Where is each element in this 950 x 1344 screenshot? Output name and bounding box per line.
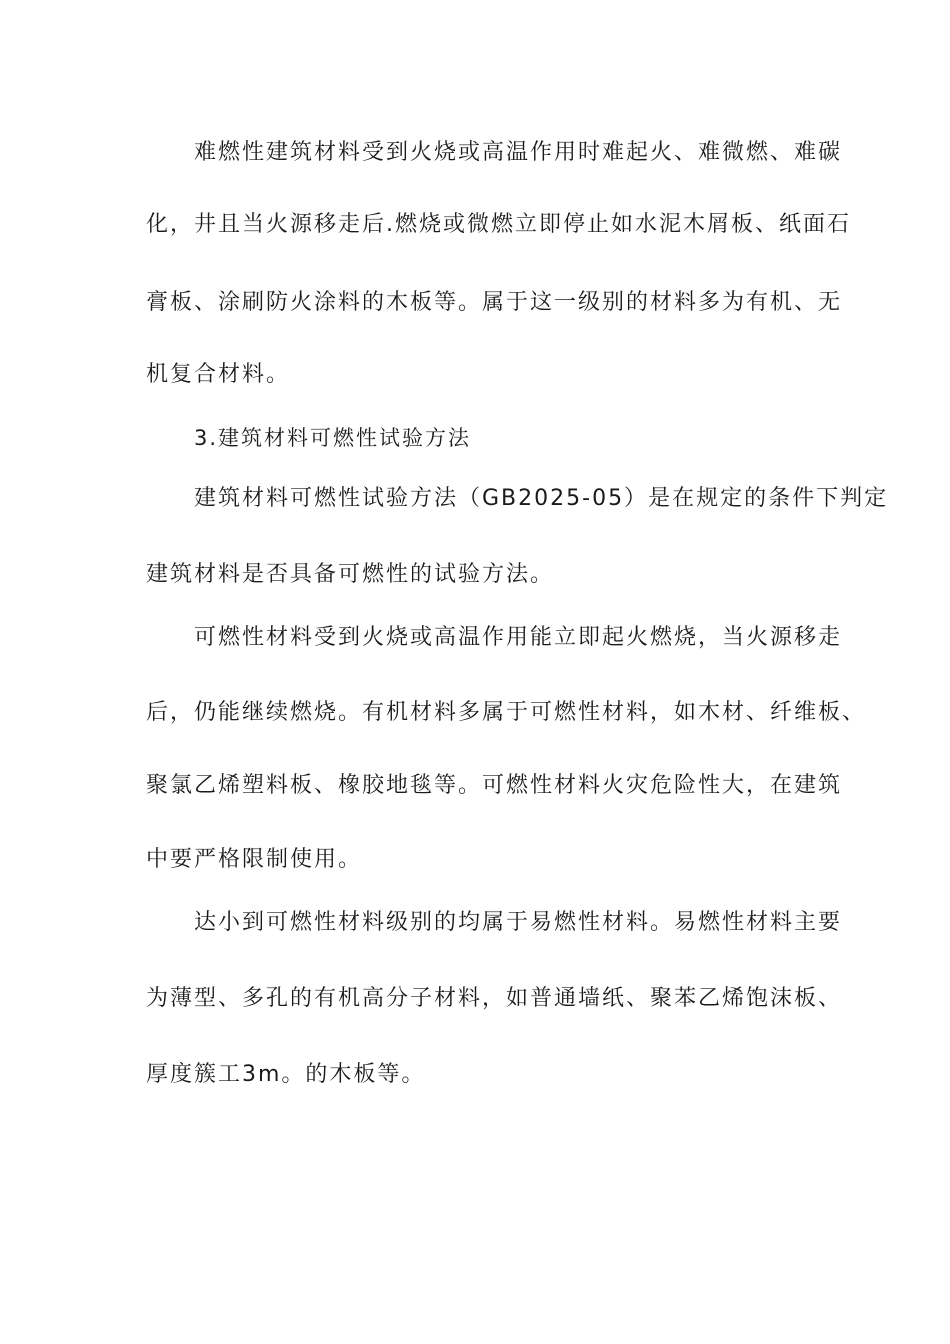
text-line: 中要严格限制使用。 xyxy=(146,847,363,872)
text-line: 建筑材料可燃性试验方法（GB2025-05）是在规定的条件下判定 xyxy=(194,486,889,511)
text-line: 后，仍能继续燃烧。有机材料多属于可燃性材料，如木材、纤维板、 xyxy=(146,700,867,725)
text-line: 建筑材料是否具备可燃性的试验方法。 xyxy=(146,562,555,587)
text-line: 为薄型、多孔的有机高分子材料，如普通墙纸、聚苯乙烯饱沫板、 xyxy=(146,986,843,1011)
text-line: 机复合材料。 xyxy=(146,362,291,387)
text-line: 可燃性材料受到火烧或高温作用能立即起火燃烧，当火源移走 xyxy=(194,625,843,650)
text-line: 厚度簇工3m。的木板等。 xyxy=(146,1062,426,1087)
heading-text: 3.建筑材料可燃性试验方法 xyxy=(194,426,472,450)
text-line: 化，井且当火源移走后.燃烧或微燃立即停止如水泥木屑板、纸面石 xyxy=(146,212,851,237)
text-line: 聚氯乙烯塑料板、橡胶地毯等。可燃性材料火灾危险性大，在建筑 xyxy=(146,773,843,798)
text-line: 达小到可燃性材料级别的均属于易燃性材料。易燃性材料主要 xyxy=(194,910,843,935)
text-line: 难燃性建筑材料受到火烧或高温作用时难起火、难微燃、难碳 xyxy=(194,140,843,165)
text-line: 膏板、涂刷防火涂料的木板等。属于这一级别的材料多为有机、无 xyxy=(146,290,843,315)
